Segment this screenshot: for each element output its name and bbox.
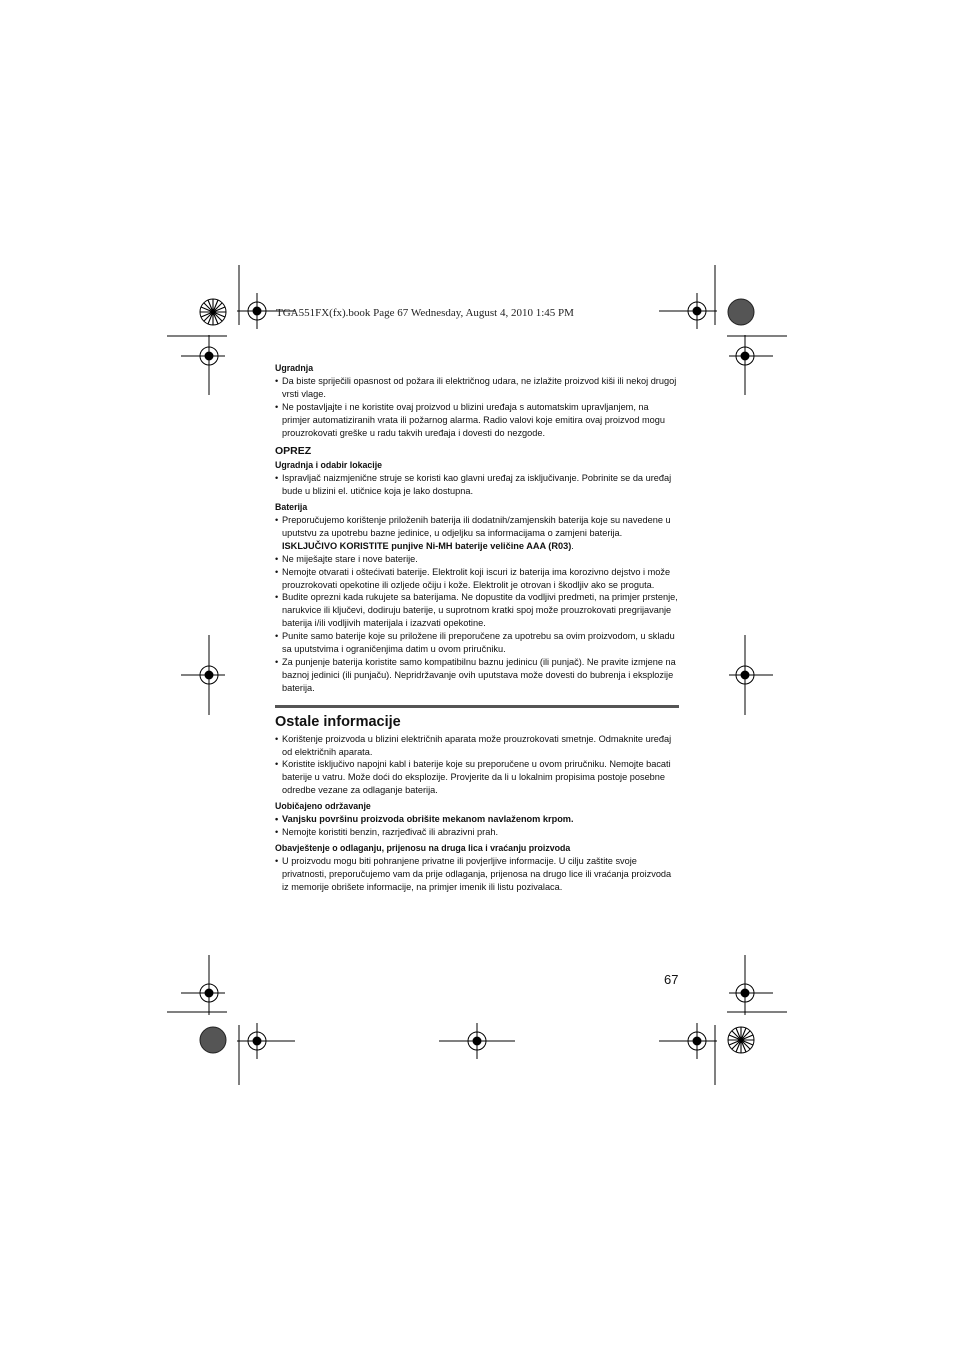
subheading-lokacija: Ugradnja i odabir lokacije [275, 460, 383, 471]
page-number: 67 [664, 972, 679, 987]
battery-recommendation-text: Preporučujemo korištenje priloženih baterija ili dodatnih/zamjenskih baterija koje su navedene u uputstvu za upotrebu bazne jedinice, u odjeljku sa informacijama o zamjeni baterija. [282, 514, 671, 538]
list-item: • Korištenje proizvoda u blizini električnih aparata može prouzrokovati smetnje. Odmaknite uređaj od električnih aparata. [275, 733, 679, 759]
list-item: • Ispravljač naizmjenične struje se koristi kao glavni uređaj za isključivanje. Pobrinite se da uređaj bude u blizini el. utičnice koja je lako dostupna. [275, 472, 679, 498]
subheading-baterija: Baterija [275, 502, 308, 513]
list-item: • Nemojte otvarati i oštećivati baterije. Elektrolit koji iscuri iz baterija ima korozivno dejstvo i može prouzrokovati opekotine ili ozljede očiju i kože. Elektrolit je otrovan i škodljiv ako se proguta. [275, 566, 679, 592]
heading-oprez: OPREZ [275, 445, 312, 458]
battery-warning-end: . [571, 540, 574, 551]
lokacija-list [275, 472, 679, 498]
odrzavanje-list [275, 813, 679, 839]
battery-warning-bold: ISKLJUČIVO KORISTITE punjive Ni-MH baterije veličine AAA (R03) [282, 540, 572, 551]
section-divider [275, 705, 679, 708]
print-file-header: TGA551FX(fx).book Page 67 Wednesday, August 4, 2010 1:45 PM [276, 307, 574, 319]
subheading-ugradnja: Ugradnja [275, 363, 314, 373]
odlaganje-list [275, 855, 679, 894]
subheading-odrzavanje: Uobičajeno održavanje [275, 801, 371, 812]
section-title-ostale-informacije: Ostale informacije [275, 713, 401, 730]
list-item: • Budite oprezni kada rukujete sa baterijama. Ne dopustite da vodljivi predmeti, na primjer prstenje, narukvice ili ključevi, dodiruju baterije, u suprotnom kratki spoj može prouzrokovati pregrijavanje baterija i/ili vodljivih materijala i izazvati opekotine. [275, 591, 679, 630]
ugradnja-list [275, 375, 679, 440]
list-item: • Punite samo baterije koje su priložene ili preporučene za upotrebu sa ovim proizvodom, u skladu sa uputstvima i ograničenjima datim u ovom priručniku. [275, 630, 679, 656]
list-item: • Za punjenje baterija koristite samo kompatibilnu baznu jedinicu (ili punjač). Ne pravite izmjene na baznoj jedinici (ili punjaču). Nepridržavanje ovih uputstava može dovesti do bubrenja i eksplozije baterija. [275, 656, 679, 695]
list-item: • Ne postavljajte i ne koristite ovaj proizvod u blizini uređaja s automatskim upravljanjem, na primjer automatiziranih vrata ili požarnog alarma. Radio valovi koje emitira ovaj proizvod mogu prouzrokovati greške u radu takvih uređaja i dovesti do nezgode. [275, 401, 679, 440]
list-item: • U proizvodu mogu biti pohranjene privatne ili povjerljive informacije. U cilju zaštite svoje privatnosti, preporučujemo vam da prije odlaganja, prijenosa na drugo lice ili vraćanja proizvoda iz memorije obrišete informacije, na primjer imenik ili listu pozivalaca. [275, 855, 679, 894]
list-item: • Da biste spriječili opasnost od požara ili električnog udara, ne izlažite proizvod kiši ili nekoj drugoj vrsti vlage. [275, 375, 679, 401]
ostale-list [275, 733, 679, 798]
page-content [275, 362, 679, 894]
list-item: • Nemojte koristiti benzin, razrjeđivač ili abrazivni prah. [275, 826, 679, 839]
list-item: • Vanjsku površinu proizvoda obrišite mekanom navlaženom krpom. [275, 813, 679, 826]
list-item [275, 514, 679, 553]
baterija-list [275, 514, 679, 695]
list-item: • Ne miješajte stare i nove baterije. [275, 553, 679, 566]
list-item: • Koristite isključivo napojni kabl i baterije koje su preporučene u ovom priručniku. Nemojte bacati baterije u vatru. Može doći do eksplozije. Provjerite da li u lokalnim propisima postoje posebne odredbe vezane za odlaganje baterija. [275, 758, 679, 797]
subheading-odlaganje: Obavještenje o odlaganju, prijenosu na druga lica i vraćanju proizvoda [275, 842, 571, 853]
